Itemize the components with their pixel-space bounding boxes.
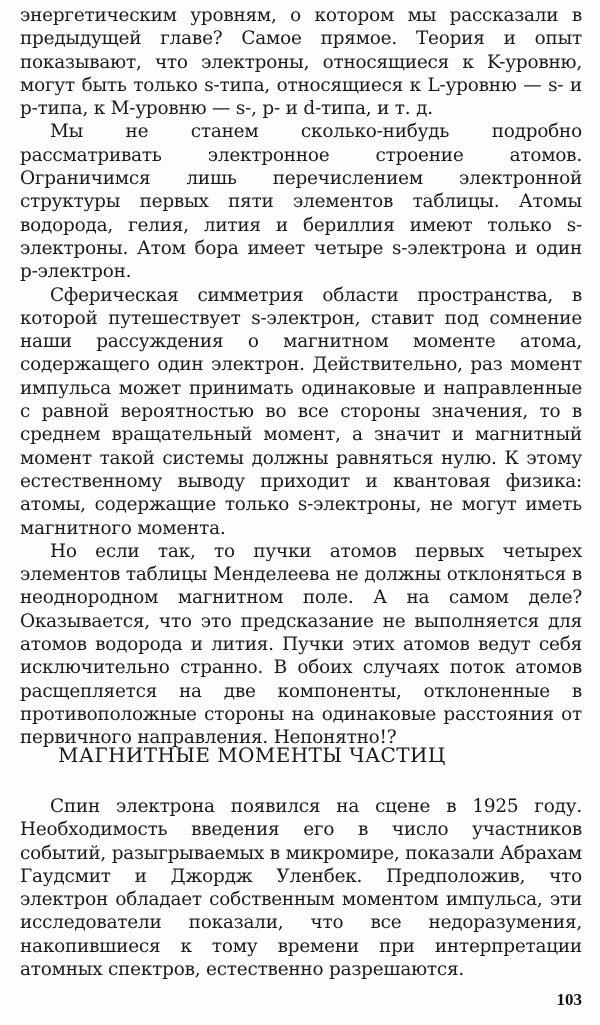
section-heading: МАГНИТНЫЕ МОМЕНТЫ ЧАСТИЦ — [58, 743, 446, 767]
paragraph: энергетическим уровням, о котором мы рассказали в предыдущей главе? Самое прямое. Теория и опыт показывают, что электроны, относящиеся к K-уровню, могут быть только s-типа, относящиеся к L-уровню — s- и p-типа, к M-уровню — s-, p- и d-типа, и т. д. — [20, 5, 582, 120]
body-text-top — [20, 4, 582, 750]
paragraph: Спин электрона появился на сцене в 1925 году. Необходимость введения его в число участников событий, разыгрываемых в микромире, показали Абрахам Гаудсмит и Джордж Уленбек. Предположив, что электрон обладает собственным моментом импульса, эти исследователи показали, что все недоразумения, накопившиеся к тому времени при интерпретации атомных спектров, естественно разрешаются. — [20, 796, 582, 981]
paragraph: Мы не станем сколько-нибудь подробно рассматривать электронное строение атомов. Ограничимся лишь перечислением электронной структуры первых пяти элементов таблицы. Атомы водорода, гелия, лития и бериллия имеют только s-электроны. Атом бора имеет четыре s-электрона и один p-электрон. — [20, 121, 582, 283]
paragraph: Сферическая симметрия области пространства, в которой путешествует s-электрон, ставит под сомнение наши рассуждения о магнитном моменте атома, содержащего один электрон. Действительно, раз момент импульса может принимать одинаковые и направленные с равной вероятностью во все стороны значения, то в среднем вращательный момент, а значит и магнитный момент такой системы должны равняться нулю. К этому естественному выводу приходит и квантовая физика: атомы, содержащие только s-электроны, не могут иметь магнитного момента. — [20, 284, 582, 539]
paragraph: Но если так, то пучки атомов первых четырех элементов таблицы Менделеева не должны отклоняться в неоднородном магнитном поле. А на самом деле? Оказывается, что это предсказание не выполняется для атомов водорода и лития. Пучки этих атомов ведут себя исключительно странно. В обоих случаях поток атомов расщепляется на две компоненты, отклоненные в противоположные стороны на одинаковые расстояния от первичного направления. Непонятно!? — [20, 540, 582, 749]
page-number: 103 — [556, 990, 582, 1009]
body-text-bottom — [20, 795, 582, 981]
